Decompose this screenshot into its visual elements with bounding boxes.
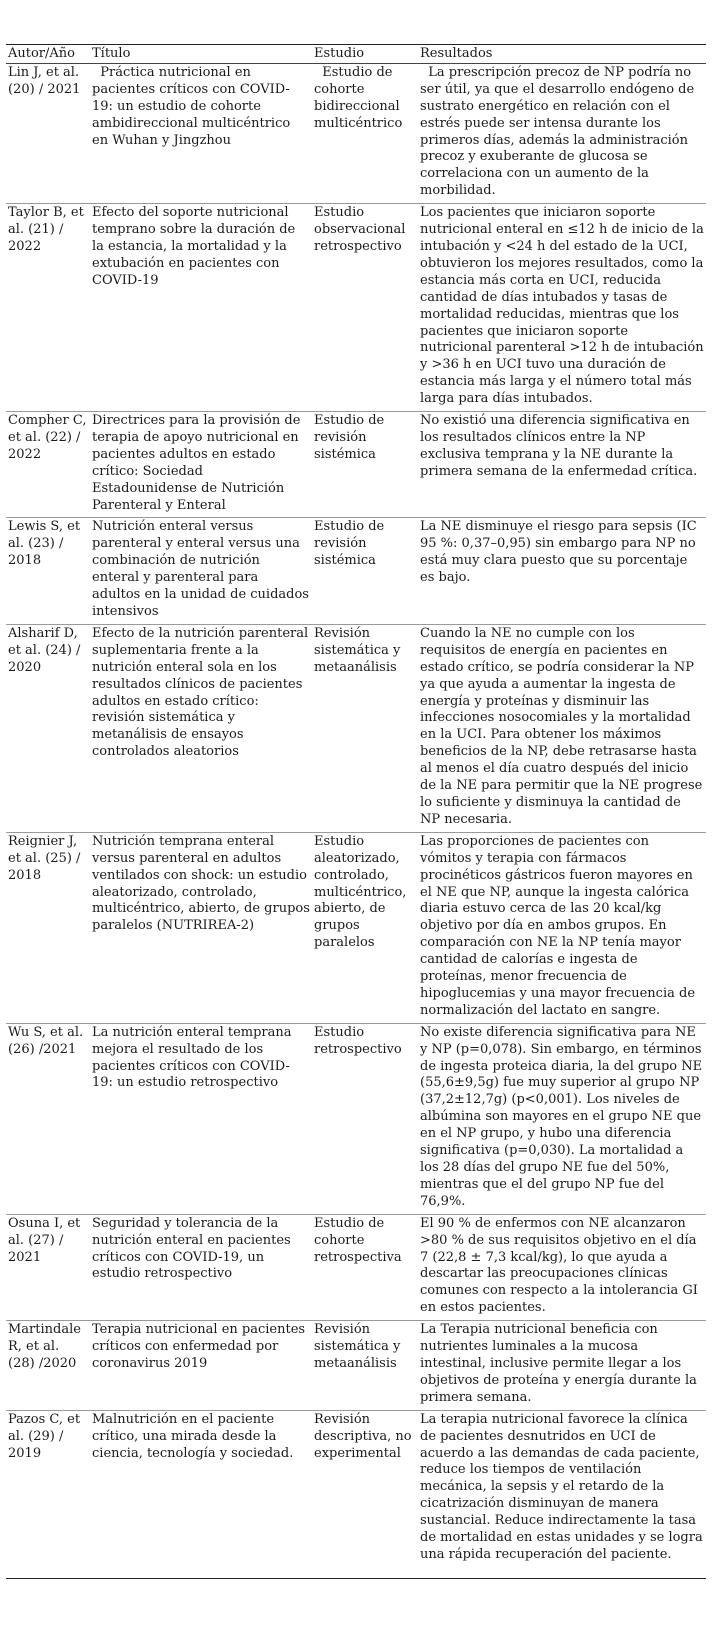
cell-study: Estudio de revisión sistémica	[312, 412, 418, 518]
cell-author: Pazos C, et al. (29) / 2019	[6, 1410, 90, 1578]
cell-author: Wu S, et al. (26) /2021	[6, 1023, 90, 1214]
table-header	[6, 45, 706, 64]
table-body	[6, 63, 706, 1578]
cell-results: La terapia nutricional favorece la clínica de pacientes desnutridos en UCI de acuerdo a las demandas de cada paciente, reduce los tiempos de ventilación mecánica, la sepsis y el retardo de la cicatrización disminuyan de manera sustancial. Reduce indirectamente la tasa de mortalidad en estas unidades y se logra una rápida recuperación del paciente.	[418, 1410, 706, 1578]
cell-title: Nutrición enteral versus parenteral y enteral versus una combinación de nutrición enteral y parenteral para adultos en la unidad de cuidados intensivos	[90, 518, 312, 624]
cell-results: No existe diferencia significativa para NE y NP (p=0,078). Sin embargo, en términos de ingesta proteica diaria, la del grupo NE (55,6±9,5g) fue muy superior al grupo NP (37,2±12,7g) (p<0,001). Los niveles de albúmina son mayores en el grupo NE que en el NP grupo, y hubo una diferencia significativa (p=0,030). La mortalidad a los 28 días del grupo NE fue del 50%, mientras que el del grupo NP fue del 76,9%.	[418, 1023, 706, 1214]
cell-study: Estudio retrospectivo	[312, 1023, 418, 1214]
cell-author: Osuna I, et al. (27) / 2021	[6, 1214, 90, 1320]
header-title: Título	[90, 45, 312, 64]
header-results: Resultados	[418, 45, 706, 64]
table-row	[6, 624, 706, 832]
table-row	[6, 1214, 706, 1320]
table-row	[6, 63, 706, 203]
header-study: Estudio	[312, 45, 418, 64]
cell-results: Los pacientes que iniciaron soporte nutricional enteral en ≤12 h de inicio de la intubación y <24 h del estado de la UCI, obtuvieron los mejores resultados, como la estancia más corta en UCI, reducida cantidad de días intubados y tasas de mortalidad reducidas, mientras que los pacientes que iniciaron soporte nutricional parenteral >12 h de intubación y >36 h en UCI tuvo una duración de estancia más larga y el número total más larga para días intubados.	[418, 204, 706, 412]
cell-author: Reignier J, et al. (25) / 2018	[6, 832, 90, 1023]
cell-author: Martindale R, et al. (28) /2020	[6, 1321, 90, 1411]
cell-study: Revisión sistemática y metaanálisis	[312, 1321, 418, 1411]
cell-study: Estudio observacional retrospectivo	[312, 204, 418, 412]
cell-results: Cuando la NE no cumple con los requisitos de energía en pacientes en estado crítico, se podría considerar la NP ya que ayuda a aumentar la ingesta de energía y proteínas y disminuir las infecciones nosocomiales y la mortalidad en la UCI. Para obtener los máximos beneficios de la NP, debe retrasarse hasta al menos el día cuatro después del inicio de la NE para permitir que la NE progrese lo suficiente y disminuya la cantidad de NP necesaria.	[418, 624, 706, 832]
table-row	[6, 1410, 706, 1578]
cell-title: Directrices para la provisión de terapia de apoyo nutricional en pacientes adultos en estado crítico: Sociedad Estadounidense de Nutrición Parenteral y Enteral	[90, 412, 312, 518]
cell-title: Efecto de la nutrición parenteral suplementaria frente a la nutrición enteral sola en los resultados clínicos de pacientes adultos en estado crítico: revisión sistemática y metanálisis de ensayos controlados aleatorios	[90, 624, 312, 832]
table-row	[6, 412, 706, 518]
table-row	[6, 832, 706, 1023]
cell-study: Estudio aleatorizado, controlado, multicéntrico, abierto, de grupos paralelos	[312, 832, 418, 1023]
cell-author: Alsharif D, et al. (24) / 2020	[6, 624, 90, 832]
header-row	[6, 45, 706, 64]
literature-review-table	[6, 44, 706, 1579]
table-row	[6, 1321, 706, 1411]
cell-title: Práctica nutricional en pacientes críticos con COVID-19: un estudio de cohorte ambidireccional multicéntrico en Wuhan y Jingzhou	[92, 64, 295, 148]
cell-study: Estudio de revisión sistémica	[312, 518, 418, 624]
cell-author: Lin J, et al. (20) / 2021	[8, 64, 81, 97]
table-row	[6, 518, 706, 624]
table-row	[6, 1023, 706, 1214]
cell-title: Terapia nutricional en pacientes críticos con enfermedad por coronavirus 2019	[90, 1321, 312, 1411]
cell-results: El 90 % de enfermos con NE alcanzaron >80 % de sus requisitos objetivo en el día 7 (22,8 ± 7,3 kcal/kg), lo que ayuda a descartar las preocupaciones clínicas comunes con respecto a la intolerancia GI en estos pacientes.	[418, 1214, 706, 1320]
cell-results: La prescripción precoz de NP podría no ser útil, ya que el desarrollo endógeno de sustrato energético en relación con el estrés puede ser intensa durante los primeros días, además la administración precoz y exuberante de glucosa se correlaciona con un aumento de la morbilidad.	[420, 64, 699, 199]
cell-study: Estudio de cohorte retrospectiva	[312, 1214, 418, 1320]
cell-author: Compher C, et al. (22) / 2022	[6, 412, 90, 518]
cell-title: Malnutrición en el paciente crítico, una mirada desde la ciencia, tecnología y sociedad.	[90, 1410, 312, 1578]
cell-title: Efecto del soporte nutricional temprano sobre la duración de la estancia, la mortalidad y la extubación en pacientes con COVID-19	[90, 204, 312, 412]
cell-study: Revisión descriptiva, no experimental	[312, 1410, 418, 1578]
table-row	[6, 204, 706, 412]
cell-results: La NE disminuye el riesgo para sepsis (IC 95 %: 0,37–0,95) sin embargo para NP no está muy clara puesto que su porcentaje es bajo.	[418, 518, 706, 624]
cell-title: Nutrición temprana enteral versus parenteral en adultos ventilados con shock: un estudio aleatorizado, controlado, multicéntrico, abierto, de grupos paralelos (NUTRIREA-2)	[90, 832, 312, 1023]
cell-results: No existió una diferencia significativa en los resultados clínicos entre la NP exclusiva temprana y la NE durante la primera semana de la enfermedad crítica.	[418, 412, 706, 518]
cell-results: La Terapia nutricional beneficia con nutrientes luminales a la mucosa intestinal, inclusive permite llegar a los objetivos de proteína y energía durante la primera semana.	[418, 1321, 706, 1411]
cell-study: Estudio de cohorte bidireccional multicéntrico	[314, 64, 404, 131]
header-author-year: Autor/Año	[6, 45, 90, 64]
cell-results: Las proporciones de pacientes con vómitos y terapia con fármacos procinéticos gástricos fueron mayores en el NE que NP, aunque la ingesta calórica diaria estuvo cerca de las 20 kcal/kg objetivo por día en ambos grupos. En comparación con NE la NP tenía mayor cantidad de calorías e ingesta de proteínas, menor frecuencia de hipoglucemias y una mayor frecuencia de normalización del lactato en sangre.	[418, 832, 706, 1023]
cell-author: Taylor B, et al. (21) / 2022	[6, 204, 90, 412]
cell-study: Revisión sistemática y metaanálisis	[312, 624, 418, 832]
cell-author: Lewis S, et al. (23) / 2018	[6, 518, 90, 624]
cell-title: Seguridad y tolerancia de la nutrición enteral en pacientes críticos con COVID-19, un estudio retrospectivo	[90, 1214, 312, 1320]
cell-title: La nutrición enteral temprana mejora el resultado de los pacientes críticos con COVID-19: un estudio retrospectivo	[90, 1023, 312, 1214]
